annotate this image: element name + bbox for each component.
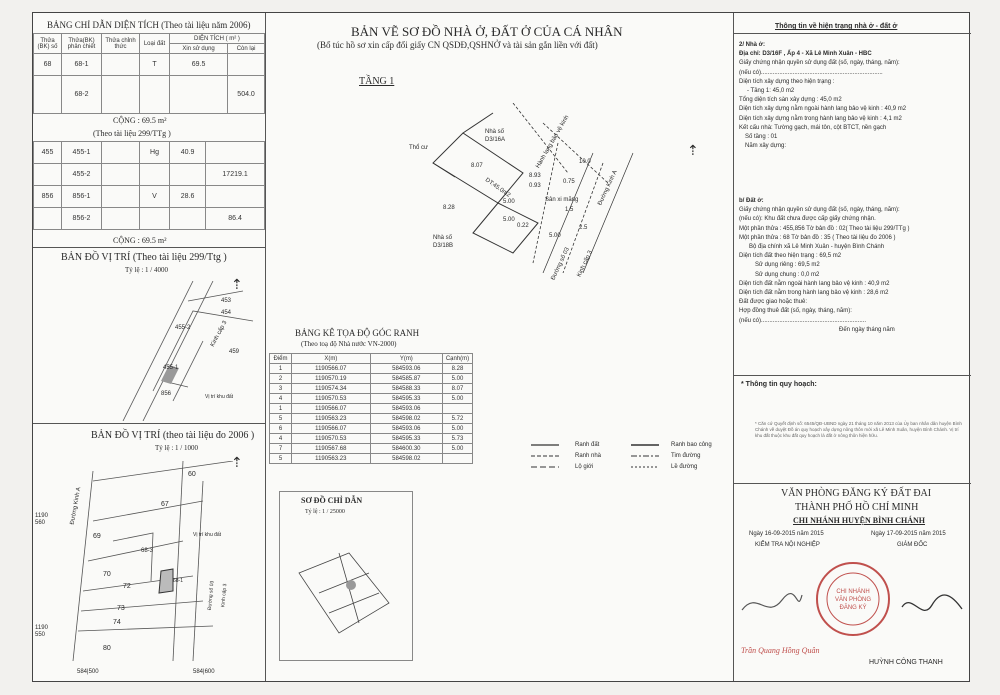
col-loai-dat: Loại đất bbox=[140, 34, 170, 54]
guide-title: SƠ ĐỒ CHỈ DẪN bbox=[301, 496, 363, 505]
north-arrow-icon: ⇡ bbox=[231, 454, 243, 470]
info-land: b/ Đất ở: Giấy chứng nhận quyền sử dụng đất (số, ngày, tháng, năm): (nếu có): Khu đất chưa được cấp giấy chứng nhận. Một phần thửa : 455,856 Tờ bản đồ : 02( Theo tài liệu 299/TTg ) Một phần thửa : 68 Tờ bản đồ : 35 ( Theo tài liệu đo 2006 ) Bộ địa chính xã Lê Minh Xuân - huyện Bình Chánh Diện tích đất theo hiện trạng : 69,5 m2 Sử dụng riêng : 69,5 m2 Sử dụng chung : 0,0 m2 Diện tích đất nằm ngoài hành lang bảo vệ kinh : 40,9 m2 Diện tích đất nằm trong hành lang bảo vệ kinh : 28,6 m2 Đất được giao hoặc thuê: Hợp đồng thuê đất (số, ngày, tháng, năm): (nếu có)............................................................... Đến ngày tháng năm bbox=[739, 198, 910, 333]
col-con-lai: Còn lại bbox=[228, 44, 265, 54]
coord-table: Điểm X(m) Y(m) Cạnh(m) 1 1190566.07 584593.06 8.28 2 1190570.19 584585.87 5.00 3 1190574.34 584588.33 8.07 4 1190570.53 584595.33 5.00 1 1190566.07 584593.06 5 1190563.23 584598.02 5.72 6 1190566.07 584593.06 5.00 4 1190570.53 584595.33 5.73 7 1190567.68 584600.30 5.00 5 1190563.23 584598.02 bbox=[269, 353, 473, 464]
coord-row: 7 1190567.68 584600.30 5.00 bbox=[270, 444, 473, 454]
coord-row: 2 1190570.19 584585.87 5.00 bbox=[270, 374, 473, 384]
guide-scale: Tỷ lệ : 1 / 25000 bbox=[305, 509, 345, 515]
legend-lo-gioi: Lộ giới bbox=[575, 464, 594, 470]
north-arrow-icon: ⇡ bbox=[231, 276, 243, 292]
office-city: THÀNH PHỐ HỒ CHÍ MINH bbox=[795, 502, 919, 513]
total-299: CỘNG : 69.5 m² bbox=[113, 236, 167, 245]
planning-title: * Thông tin quy hoạch: bbox=[741, 381, 817, 388]
table-row: 68 68-1 T 69.5 bbox=[34, 54, 265, 76]
divider-right bbox=[733, 13, 734, 681]
legend-le-duong: Lề đường bbox=[671, 464, 698, 470]
coord-row: 1 1190566.07 584593.06 bbox=[270, 404, 473, 414]
table-row: 455-2 17219.1 bbox=[34, 164, 265, 186]
page-title: BẢN VẼ SƠ ĐỒ NHÀ Ở, ĐẤT Ở CỦA CÁ NHÂN bbox=[351, 24, 623, 39]
location-map-2006 bbox=[53, 461, 253, 661]
floor-plan bbox=[393, 103, 653, 273]
coord-row: 3 1190574.34 584588.33 8.07 bbox=[270, 384, 473, 394]
signer-left: Trần Quang Hồng Quân bbox=[741, 646, 820, 655]
table-row: 455 455-1 Hg 40.9 bbox=[34, 142, 265, 164]
floor-label: TẦNG 1 bbox=[359, 76, 395, 87]
map2-scale: Tỷ lệ : 1 / 1000 bbox=[155, 444, 198, 452]
svg-text:VĂN PHÒNG: VĂN PHÒNG bbox=[834, 597, 872, 603]
coord-row: 5 1190563.23 584598.02 bbox=[270, 454, 473, 464]
coord-row: 6 1190566.07 584593.06 5.00 bbox=[270, 424, 473, 434]
col-thua-pc: Thửa(BK) phân chiết bbox=[62, 34, 102, 54]
official-seal-icon bbox=[813, 559, 893, 639]
table-row: 68-2 504.0 bbox=[34, 76, 265, 114]
total-2006: CỘNG : 69.5 m² bbox=[113, 116, 167, 125]
north-arrow-icon: ⇡ bbox=[687, 142, 699, 158]
date-gd: Ngày 17-09-2015 năm 2015 bbox=[871, 531, 946, 537]
signature-right-icon bbox=[897, 587, 967, 627]
coord-row: 5 1190563.23 584598.02 5.72 bbox=[270, 414, 473, 424]
area-table-title: BẢNG CHỈ DẪN DIỆN TÍCH (Theo tài liệu năm 2006) bbox=[47, 20, 251, 30]
guide-map bbox=[289, 533, 399, 643]
planning-note: * Căn cứ Quyết định số: 6545/QĐ-UBND ngày 21 tháng 10 năm 2013 của Ủy ban nhân dân huyện Bình Chánh về duyệt Đồ án quy hoạch xây dựng nông thôn mới xã Lê Minh Xuân, huyện Bình Chánh. Vị trí khu đất thuộc khu đất quy hoạch là đất ở nông thôn hiện hữu. bbox=[755, 421, 962, 438]
table-row: 856 856-1 V 28.6 bbox=[34, 186, 265, 208]
signer-right: HUỲNH CÔNG THANH bbox=[869, 659, 943, 666]
info-title: Thông tin về hiện trạng nhà ở - đất ở bbox=[775, 23, 898, 30]
coord-row: 4 1190570.53 584595.33 5.00 bbox=[270, 394, 473, 404]
signature-left-icon bbox=[737, 585, 807, 625]
map2-title: BẢN ĐỒ VỊ TRÍ (theo tài liệu đo 2006 ) bbox=[91, 430, 255, 441]
col-thua-cl: Thửa chỉnh thức bbox=[102, 34, 140, 54]
office-name: VĂN PHÒNG ĐĂNG KÝ ĐẤT ĐAI bbox=[781, 488, 932, 499]
legend-tim-duong: Tim đường bbox=[671, 453, 701, 459]
col-xin-su-dung: Xin sử dụng bbox=[170, 44, 228, 54]
coord-table-title: BẢNG KÊ TỌA ĐỘ GÓC RANH bbox=[295, 328, 420, 338]
drawing-sheet: BẢNG CHỈ DẪN DIỆN TÍCH (Theo tài liệu năm 2006) Thửa (BK) số Thửa(BK) phân chiết Thửa chỉnh thức Loại đất DIỆN TÍCH ( m² ) Xin sử dụng Còn lại 68 68-1 T 69.5 68-2 504.0 CỘNG : 69.5 m² (Theo tài liệu 299/TTg ) 455 455-1 Hg 40.9 455-2 17219.1 856 856-1 V 28.6 856-2 86.4 CỘNG : 69.5 m² BẢN ĐỒ VỊ TRÍ (Theo tài liệu 299/Ttg ) Tỷ lệ : 1 / 4000 ⇡ 453 454 455-2 459 Kinh cấp 3 455-1 856 Vị trí khu đất BẢN ĐỒ VỊ TRÍ (theo tài liệu đo 2006 ) Tỷ lệ : 1 / 1000 ⇡ 60 67 69 68-3 70 72 73 74 80 68-1 Vị trí khu đất Đường Kinh A Đường số 03 Kinh cấp 3 1190 560 1190 550 584|500 584|600 BẢN VẼ SƠ ĐỒ NHÀ Ở, ĐẤT Ở CỦA CÁ NHÂN (Bổ túc hồ sơ xin cấp đổi giấy CN QSDĐ,QSHNỞ và tài sản gắn liền với đất) TẦNG 1 Nhà số D3/16A Thổ cư DT:45.0m2 Sân xi măng Nhà số D3/18B Đường Kinh A Đường số 03 Kinh cấp 3 Hành lang bảo vệ kinh 8.28 5.00 8.93 0.93 5.00 0.22 10.0 0.75 8.07 5.00 1.5 2.5 ⇡ BẢNG KÊ TỌA ĐỘ GÓC RANH (Theo toạ độ Nhà nước VN-2000) Điểm X(m) Y(m) Cạnh(m) 1 1190566.07 584593.06 8.28 2 1190570.19 584585.87 5.00 3 1190574.34 584588.33 8.07 4 1190570.53 584595.33 5.00 1 1190566.07 584593.06 5 1190563.23 584598.02 5.72 6 1190566.07 584593.06 5.00 4 1190570.53 584595.33 5.73 7 1190567.68 584600.30 5.00 5 1190563.23 584598.02 Ranh đất Ranh nhà Lộ giới Ranh bao công Tim đường Lề đường SƠ ĐỒ CHỈ DẪN Tỷ lệ : 1 / 25000 Thông tin về hiện trạng nhà ở - đất ở 2/ Nhà ở: Địa chỉ: D3/16F , Ấp 4 - Xã Lê Minh Xuân - HBC Giấy chứng nhận quyền sử dụng đất (số, ngày, tháng, năm): (nếu có)......................................................................... Diện tích xây dựng theo hiện trạng : - Tầng 1: 45,0 m2 Tổng diện tích sàn xây dựng : 45,0 m2 Diện tích xây dựng nằm ngoài hành lang bảo vệ kinh : 40,9 m2 Diện tích xây dựng nằm trong hành lang bảo vệ kinh : 4,1 m2 Kết cấu nhà: Tường gạch, mái tôn, cột BTCT, nền gạch Số tầng : 01 Năm xây dựng: b/ Đất ở: Giấy chứng nhận quyền sử dụng đất (số, ngày, tháng, năm): (nếu có): Khu đất chưa được cấp giấy chứng nhận. Một phần thửa : 455,856 Tờ bản đồ : 02( Theo tài liệu 299/TTg ) Một phần thửa : 68 Tờ bản đồ : 35 ( Theo tài liệu đo 2006 ) Bộ địa chính xã Lê Minh Xuân - huyện Bình Chánh Diện tích đất theo hiện trạng : 69,5 m2 Sử dụng riêng : 69,5 m2 Sử dụng chung : 0,0 m2 Diện tích đất nằm ngoài hành lang bảo vệ kinh : 40,9 m2 Diện tích đất nằm trong hành lang bảo vệ kinh : 28,6 m2 Đất được giao hoặc thuê: Hợp đồng thuê đất (số, ngày, tháng, năm): (nếu có)............................................................... Đến ngày tháng năm * Thông tin quy hoạch: * Căn cứ Quyết định số: 6545/QĐ-UBND ngày 21 tháng 10 năm 2013 của Ủy ban nhân dân huyện Bình Chánh về duyệt Đồ án quy hoạch xây dựng nông thôn mới xã Lê Minh Xuân, huyện Bình Chánh. Vị trí khu đất thuộc khu đất quy hoạch là đất ở nông thôn hiện hữu. VĂN PHÒNG ĐĂNG KÝ ĐẤT ĐAI THÀNH PHỐ HỒ CHÍ MINH CHI NHÁNH HUYỆN BÌNH CHÁNH Ngày 16-09-2015 năm 2015 Ngày 17-09-2015 năm 2015 KIỂM TRA NỘI NGHIỆP GIÁM ĐỐC CHI NHÁNH VĂN PHÒNG ĐĂNG KÝ Trần Quang Hồng Quân HUỲNH CÔNG THANH bbox=[32, 12, 970, 682]
legend-ranh-dat: Ranh đất bbox=[575, 442, 600, 448]
divider-left bbox=[265, 13, 266, 681]
giam-doc-label: GIÁM ĐỐC bbox=[897, 542, 928, 548]
svg-text:CHI NHÁNH: CHI NHÁNH bbox=[836, 589, 870, 595]
legend-ranh-nha: Ranh nhà bbox=[575, 453, 602, 459]
area-table-2006 bbox=[33, 33, 265, 114]
date-ktnn: Ngày 16-09-2015 năm 2015 bbox=[749, 531, 824, 537]
area-table-299-title: (Theo tài liệu 299/TTg ) bbox=[93, 129, 171, 138]
coord-row: 1 1190566.07 584593.06 8.28 bbox=[270, 364, 473, 374]
ktnn-label: KIỂM TRA NỘI NGHIỆP bbox=[755, 542, 820, 548]
coord-row: 4 1190570.53 584595.33 5.73 bbox=[270, 434, 473, 444]
area-table-299 bbox=[33, 141, 265, 230]
table-row: 856-2 86.4 bbox=[34, 208, 265, 230]
svg-text:ĐĂNG KÝ: ĐĂNG KÝ bbox=[839, 605, 867, 611]
map1-scale: Tỷ lệ : 1 / 4000 bbox=[125, 266, 168, 274]
coord-table-subtitle: (Theo toạ độ Nhà nước VN-2000) bbox=[301, 340, 397, 348]
page-subtitle: (Bổ túc hồ sơ xin cấp đổi giấy CN QSDĐ,QSHNỞ và tài sản gắn liền với đất) bbox=[317, 40, 598, 50]
col-thua-so: Thửa (BK) số bbox=[34, 34, 62, 54]
legend-ranh-bao-cong: Ranh bao công bbox=[671, 442, 712, 448]
col-dien-tich: DIỆN TÍCH ( m² ) bbox=[170, 34, 265, 44]
office-branch: CHI NHÁNH HUYỆN BÌNH CHÁNH bbox=[793, 516, 926, 525]
map1-title: BẢN ĐỒ VỊ TRÍ (Theo tài liệu 299/Ttg ) bbox=[61, 252, 227, 263]
info-house: 2/ Nhà ở: Địa chỉ: D3/16F , Ấp 4 - Xã Lê Minh Xuân - HBC Giấy chứng nhận quyền sử dụng đất (số, ngày, tháng, năm): (nếu có)......................................................................... Diện tích xây dựng theo hiện trạng : - Tầng 1: 45,0 m2 Tổng diện tích sàn xây dựng : 45,0 m2 Diện tích xây dựng nằm ngoài hành lang bảo vệ kinh : 40,9 m2 Diện tích xây dựng nằm trong hành lang bảo vệ kinh : 4,1 m2 Kết cấu nhà: Tường gạch, mái tôn, cột BTCT, nền gạch Số tầng : 01 Năm xây dựng: bbox=[739, 42, 907, 150]
